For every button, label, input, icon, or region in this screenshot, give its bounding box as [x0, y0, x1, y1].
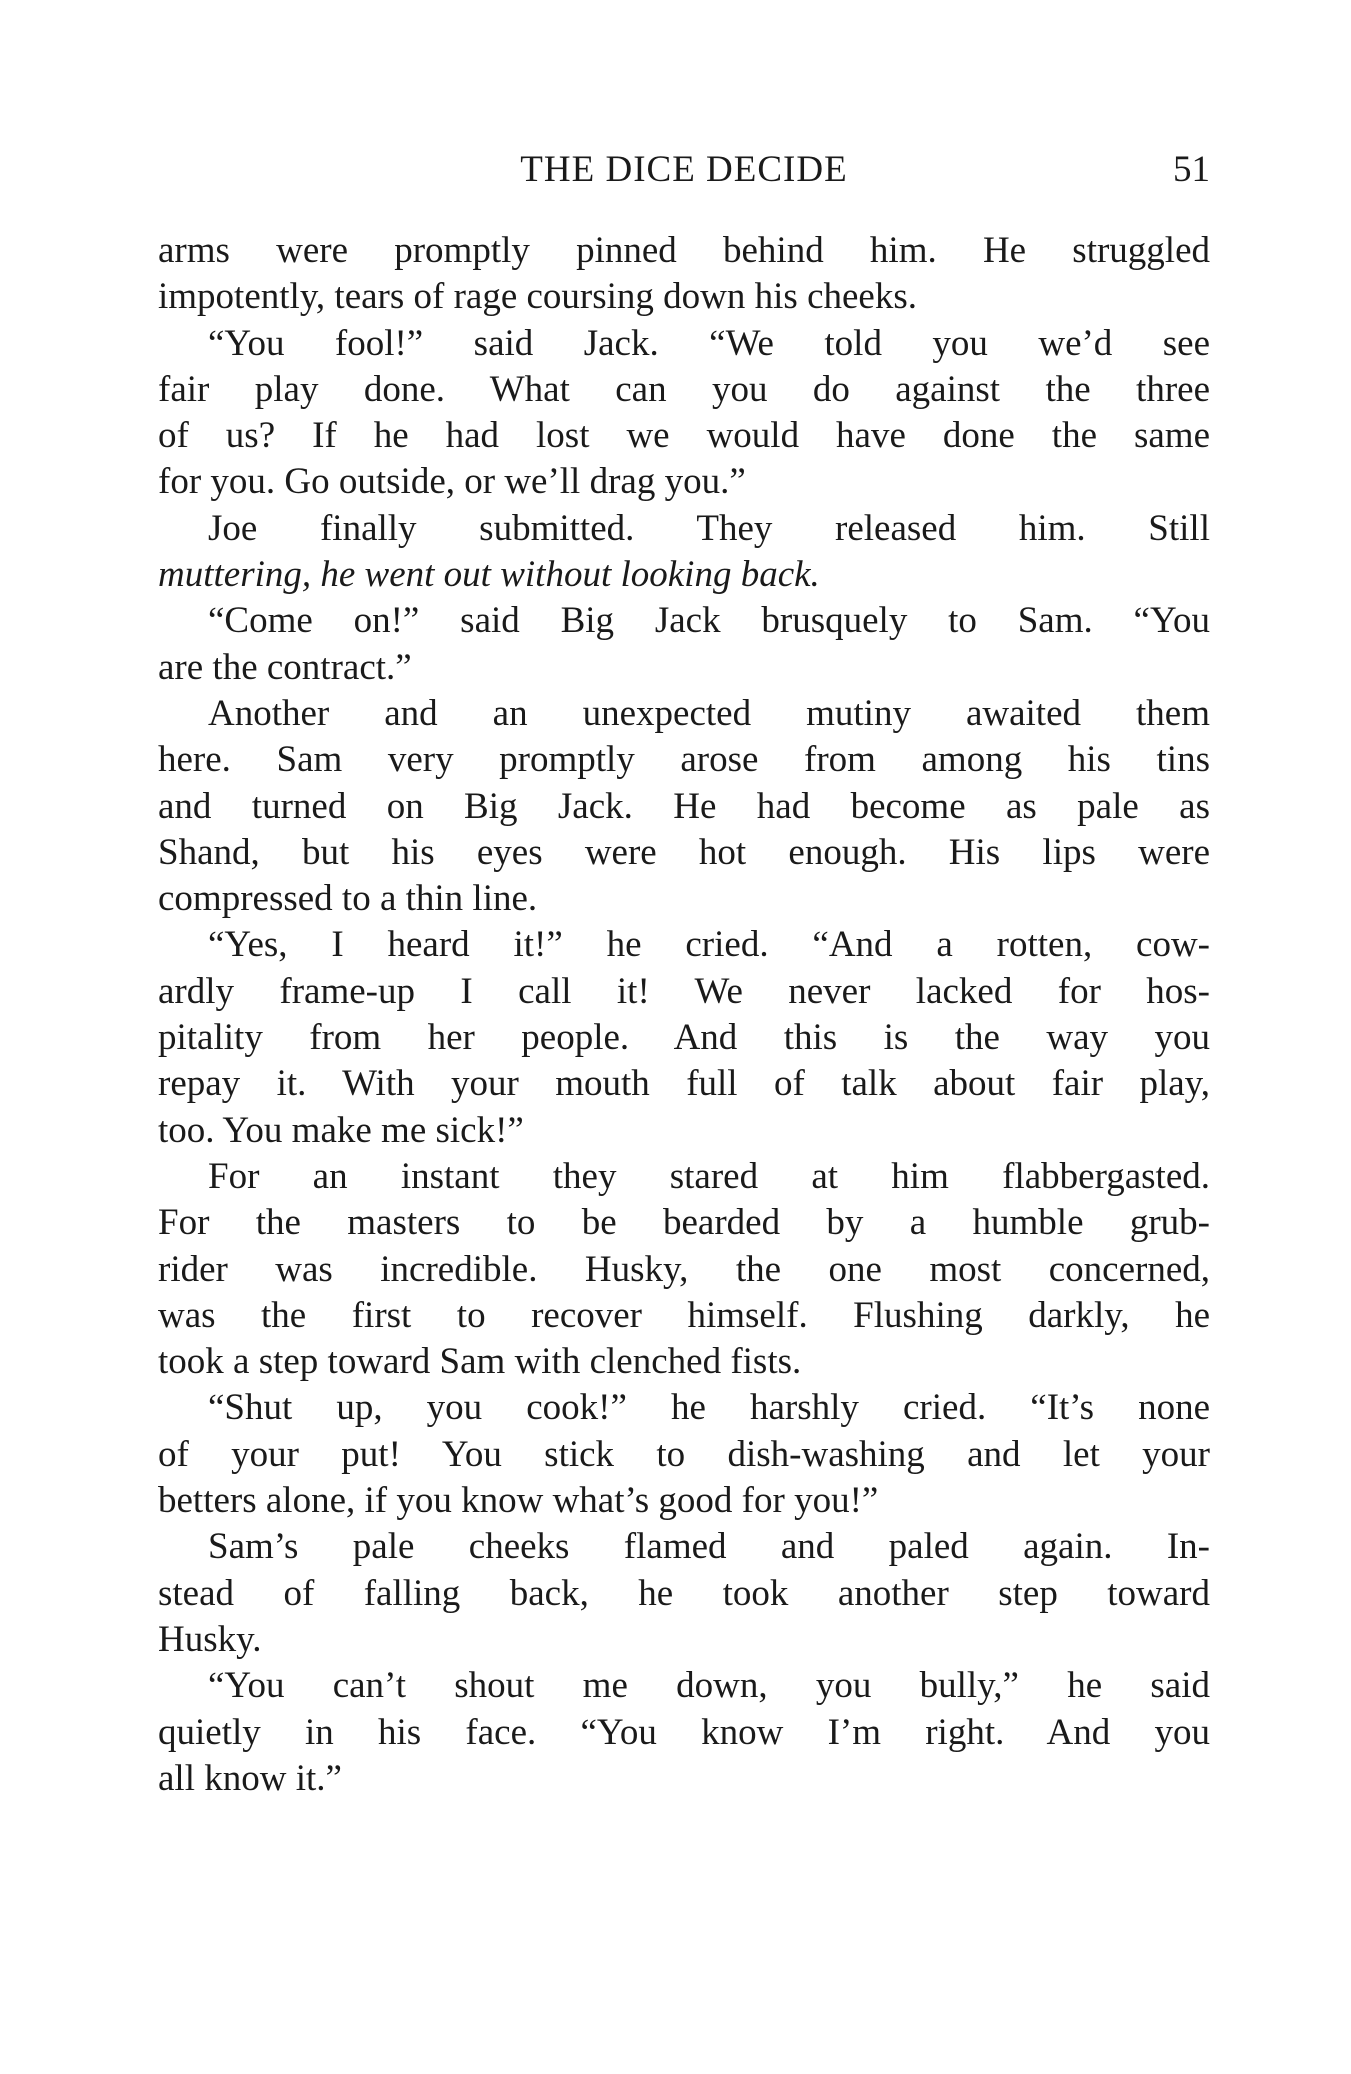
text-line: Husky.: [158, 1618, 262, 1660]
body-text: [158, 228, 1210, 1802]
text-line: of us? If he had lost we would have done the same: [158, 415, 1210, 457]
text-line: quietly in his face. “You know I’m right. And you: [158, 1711, 1210, 1753]
text-line: are the contract.”: [158, 646, 412, 688]
text-line: too. You make me sick!”: [158, 1109, 524, 1151]
text-line: for you. Go outside, or we’ll drag you.”: [158, 461, 746, 503]
text-line: For an instant they stared at him flabbergasted.: [208, 1155, 1210, 1197]
text-line: Joe finally submitted. They released him. Still: [208, 507, 1210, 549]
text-line: “You can’t shout me down, you bully,” he said: [208, 1665, 1210, 1707]
text-line: was the first to recover himself. Flushing darkly, he: [158, 1294, 1210, 1336]
text-line: all know it.”: [158, 1757, 342, 1799]
text-line: took a step toward Sam with clenched fists.: [158, 1341, 802, 1383]
text-line: For the masters to be bearded by a humble grub-: [158, 1202, 1210, 1244]
text-line: muttering, he went out without looking back.: [158, 554, 820, 596]
text-line: “Shut up, you cook!” he harshly cried. “It’s none: [208, 1387, 1210, 1429]
text-line: Another and an unexpected mutiny awaited them: [208, 692, 1210, 734]
running-head: [158, 145, 1210, 195]
text-line: Shand, but his eyes were hot enough. His lips were: [158, 831, 1210, 873]
chapter-title: THE DICE DECIDE: [520, 149, 848, 190]
text-line: “Yes, I heard it!” he cried. “And a rotten, cow-: [208, 924, 1210, 966]
text-line: here. Sam very promptly arose from among his tins: [158, 739, 1210, 781]
text-line: “You fool!” said Jack. “We told you we’d see: [208, 322, 1210, 364]
text-line: Sam’s pale cheeks flamed and paled again. In-: [208, 1526, 1210, 1568]
text-line: and turned on Big Jack. He had become as pale as: [158, 785, 1210, 827]
text-line: betters alone, if you know what’s good for you!”: [158, 1480, 879, 1522]
text-line: repay it. With your mouth full of talk about fair play,: [158, 1063, 1210, 1105]
text-line: stead of falling back, he took another step toward: [158, 1572, 1210, 1614]
text-line: compressed to a thin line.: [158, 878, 538, 920]
page-number: 51: [1173, 149, 1210, 190]
text-line: rider was incredible. Husky, the one most concerned,: [158, 1248, 1210, 1290]
text-line: ardly frame-up I call it! We never lacked for hos-: [158, 970, 1210, 1012]
text-line: pitality from her people. And this is the way you: [158, 1017, 1210, 1059]
text-line: “Come on!” said Big Jack brusquely to Sam. “You: [208, 600, 1210, 642]
text-line: impotently, tears of rage coursing down his cheeks.: [158, 276, 917, 318]
text-line: of your put! You stick to dish-washing and let your: [158, 1433, 1210, 1475]
text-line: fair play done. What can you do against the three: [158, 368, 1210, 410]
text-line: arms were promptly pinned behind him. He struggled: [158, 230, 1210, 271]
